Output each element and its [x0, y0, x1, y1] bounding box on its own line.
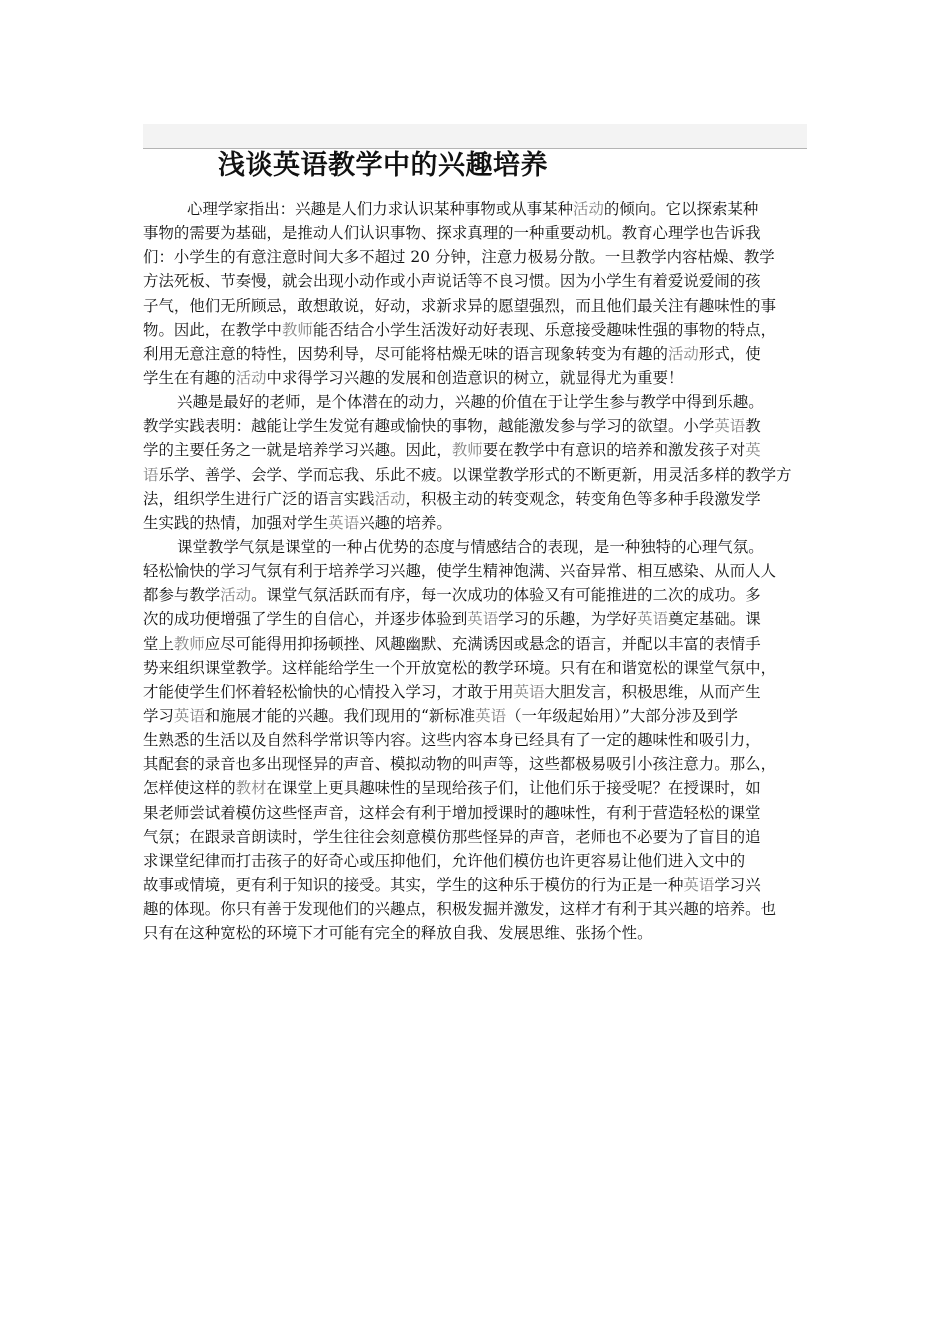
keyword-link-text: 活动	[235, 368, 267, 387]
text-line	[143, 269, 813, 293]
keyword-link-text: 教师	[451, 441, 483, 460]
text-line	[143, 559, 813, 583]
keyword-link-text: 教师	[281, 320, 313, 339]
keyword-link-text: 活动	[573, 200, 604, 218]
text-line	[143, 825, 813, 849]
text-segment: 中求得学习兴趣的发展和创造意识的树立，就显得尤为重要！	[266, 368, 684, 387]
text-segment: 方法死板、节奏慢，就会出现小动作或小声说话等不良习惯。因为小学生有着爱说爱闹的孩	[143, 272, 761, 291]
text-line	[143, 680, 813, 704]
document-title: 浅谈英语教学中的兴趣培养	[218, 150, 548, 181]
text-segment: 子气，他们无所顾忌，敢想敢说，好动，求新求异的愿望强烈，而且他们最关注有趣味性的事	[143, 296, 777, 315]
text-line	[143, 414, 813, 438]
text-segment: 物。因此，在教学中	[143, 320, 282, 339]
keyword-link-text: 英	[745, 441, 761, 460]
text-line	[143, 197, 813, 221]
text-segment: 利用无意注意的特性，因势利导，尽可能将枯燥无味的语言现象转变为有趣的	[143, 344, 668, 363]
keyword-link-text: 活动	[374, 489, 406, 508]
text-line	[143, 632, 813, 656]
text-segment: 和施展才能的兴趣。我们现用的“新标准	[204, 706, 476, 725]
keyword-link-text: 活动	[220, 586, 252, 605]
text-line	[143, 776, 813, 800]
text-line	[143, 728, 813, 752]
text-segment: 怎样使这样的	[143, 779, 236, 798]
text-line	[143, 294, 813, 318]
text-segment: 心理学家指出：兴趣是人们力求认识某种事物或从事某种	[187, 200, 574, 218]
text-line	[143, 873, 813, 897]
text-segment: 气氛；在跟录音朗读时，学生往往会刻意模仿那些怪异的声音，老师也不必要为了盲目的追	[143, 827, 761, 846]
text-segment: 。课堂气氛活跃而有序，每一次成功的体验又有可能推进的二次的成功。多	[251, 586, 761, 605]
text-segment: 要在教学中有意识的培养和激发孩子对	[482, 441, 746, 460]
keyword-link-text: 英语	[513, 682, 545, 701]
text-segment: 求课堂纪律而打击孩子的好奇心或压抑他们，允许他们模仿也许更容易让他们进入文中的	[143, 851, 746, 870]
keyword-link-text: 教材	[235, 779, 267, 798]
text-segment: 大胆发言，积极思维，从而产生	[544, 682, 761, 701]
text-line	[143, 245, 813, 269]
text-segment: 能否结合小学生活泼好动好表现、乐意接受趣味性强的事物的特点，	[312, 320, 777, 339]
text-line	[143, 849, 813, 873]
text-line	[143, 221, 813, 245]
article-body	[143, 197, 813, 945]
text-segment: 故事或情境，更有利于知识的接受。其实，学生的这种乐于模仿的行为正是一种	[143, 875, 684, 894]
text-segment: 法，组织学生进行广泛的语言实践	[143, 489, 375, 508]
text-segment: 学习的乐趣，为学好	[498, 610, 638, 629]
keyword-link-text: 英语	[467, 610, 499, 629]
text-segment: 形式，使	[698, 344, 761, 363]
keyword-link-text: 教师	[173, 634, 205, 653]
text-line	[143, 752, 813, 776]
keyword-link-text: 活动	[667, 344, 699, 363]
text-line	[143, 342, 813, 366]
text-line	[143, 704, 813, 728]
text-line	[143, 487, 813, 511]
text-segment: 的倾向。它以探索某种	[603, 200, 759, 218]
text-segment: 其配套的录音也多出现怪异的声音、模拟动物的叫声等，这些都极易吸引小孩注意力。那么，	[143, 755, 777, 774]
keyword-link-text: 语	[143, 465, 159, 484]
text-segment: ，积极主动的转变观念，转变角色等多种手段激发学	[405, 489, 761, 508]
text-segment: 才能使学生们怀着轻松愉快的心情投入学习，才敢于用	[143, 682, 514, 701]
text-line	[143, 656, 813, 680]
text-segment: 课堂教学气氛是课堂的一种占优势的态度与情感结合的表现，是一种独特的心理气氛。	[177, 537, 764, 556]
text-segment: 们：小学生的有意注意时间大多不超过 20 分钟，注意力极易分散。一旦教学内容枯燥、教学	[143, 248, 775, 267]
text-line	[143, 390, 813, 414]
text-segment: 学生在有趣的	[143, 368, 236, 387]
text-segment: 生实践的热情，加强对学生	[143, 513, 329, 532]
text-segment: 生熟悉的生活以及自然科学常识等内容。这些内容本身已经具有了一定的趣味性和吸引力，	[143, 731, 761, 750]
text-line	[143, 921, 813, 945]
text-line	[143, 535, 813, 559]
text-segment: 兴趣的培养。	[359, 513, 452, 532]
text-segment: 应尽可能得用抑扬顿挫、风趣幽默、充满诱因或悬念的语言，并配以丰富的表情手	[204, 634, 761, 653]
text-segment: 事物的需要为基础，是推动人们认识事物、探求真理的一种重要动机。教育心理学也告诉我	[143, 224, 761, 243]
text-line	[143, 366, 813, 390]
text-segment: 只有在这种宽松的环境下才可能有完全的释放自我、发展思维、张扬个性。	[143, 924, 653, 943]
text-segment: 兴趣是最好的老师，是个体潜在的动力，兴趣的价值在于让学生参与教学中得到乐趣。	[177, 393, 764, 412]
text-segment: 轻松愉快的学习气氛有利于培养学习兴趣，使学生精神饱满、兴奋异常、相互感染、从而人人	[143, 562, 777, 581]
text-line	[143, 511, 813, 535]
text-segment: 学习	[143, 706, 174, 725]
text-line	[143, 463, 813, 487]
text-line	[143, 438, 813, 462]
text-line	[143, 318, 813, 342]
text-segment: 教学实践表明：越能让学生发觉有趣或愉快的事物，越能激发参与学习的欲望。小学	[143, 417, 715, 436]
text-segment: 堂上	[143, 634, 174, 653]
text-segment: 趣的体现。你只有善于发现他们的兴趣点，积极发掘并激发，这样才有利于其兴趣的培养。也	[143, 900, 777, 919]
text-segment: 势来组织课堂教学。这样能给学生一个开放宽松的教学环境。只有在和谐宽松的课堂气氛中，	[143, 658, 777, 677]
text-segment: （一年级起始用）”大部分涉及到学	[506, 706, 738, 725]
text-line	[143, 801, 813, 825]
text-segment: 在课堂上更具趣味性的呈现给孩子们，让他们乐于接受呢？在授课时，如	[266, 779, 761, 798]
text-segment: 次的成功便增强了学生的自信心，并逐步体验到	[143, 610, 468, 629]
keyword-link-text: 英语	[173, 706, 205, 725]
keyword-link-text: 英语	[683, 875, 715, 894]
text-line	[143, 897, 813, 921]
text-segment: 乐学、善学、会学、学而忘我、乐此不疲。以课堂教学形式的不断更新，用灵活多样的教学方	[158, 465, 792, 484]
keyword-link-text: 英语	[475, 706, 507, 725]
text-segment: 奠定基础。课	[668, 610, 761, 629]
keyword-link-text: 英语	[714, 417, 746, 436]
keyword-link-text: 英语	[328, 513, 360, 532]
text-segment: 都参与教学	[143, 586, 221, 605]
text-segment: 学习兴	[714, 875, 761, 894]
keyword-link-text: 英语	[637, 610, 669, 629]
text-segment: 教	[745, 417, 761, 436]
text-segment: 果老师尝试着模仿这些怪声音，这样会有利于增加授课时的趣味性，有利于营造轻松的课堂	[143, 803, 761, 822]
text-segment: 学的主要任务之一就是培养学习兴趣。因此，	[143, 441, 452, 460]
text-line	[143, 607, 813, 631]
text-line	[143, 583, 813, 607]
